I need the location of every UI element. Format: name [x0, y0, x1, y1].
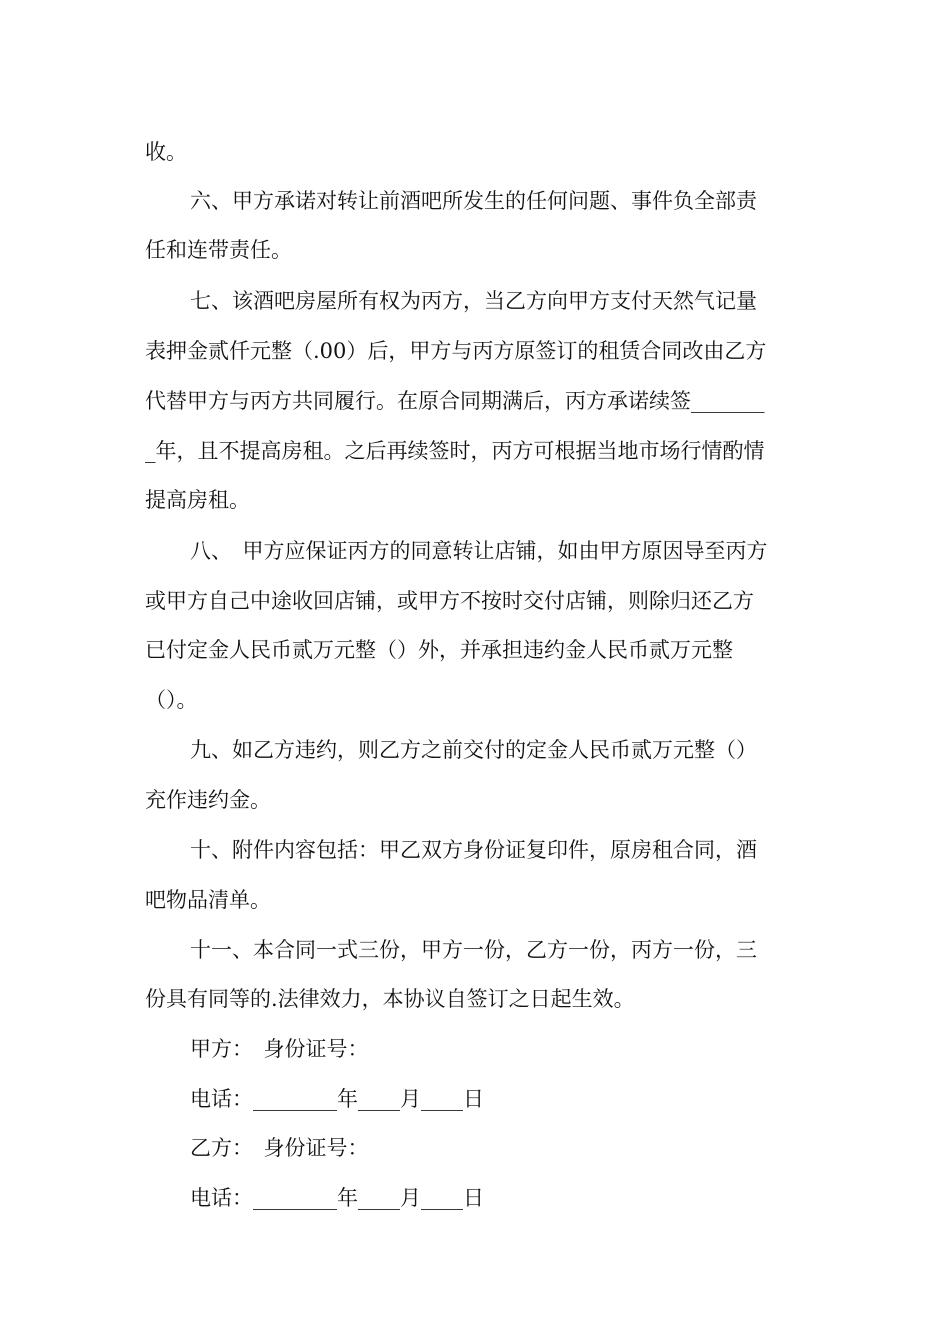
text-line: 或甲方自己中途收回店铺，或甲方不按时交付店铺，则除归还乙方: [145, 589, 754, 613]
text-line: 提高房租。: [145, 488, 250, 512]
signature-line: 电话：________年____月____日: [190, 1186, 484, 1210]
text-line: 十一、本合同一式三份，甲方一份，乙方一份，丙方一份，三: [190, 938, 757, 962]
text-line: 充作违约金。: [145, 788, 271, 812]
signature-line: 乙方： 身份证号：: [190, 1136, 369, 1160]
text-line: （）。: [145, 688, 198, 712]
signature-line: 电话：________年____月____日: [190, 1087, 484, 1111]
text-line: 七、该酒吧房屋所有权为丙方，当乙方向甲方支付天然气记量: [190, 289, 757, 313]
text-line: 收。: [145, 140, 187, 164]
text-line: 吧物品清单。: [145, 888, 271, 912]
text-line: 表押金贰仟元整（.00）后，甲方与丙方原签订的租赁合同改由乙方: [145, 339, 767, 363]
text-line: 份具有同等的.法律效力，本协议自签订之日起生效。: [145, 987, 635, 1011]
text-line: 已付定金人民币贰万元整（）外，并承担违约金人民币贰万元整: [145, 638, 733, 662]
text-line: 十、附件内容包括：甲乙双方身份证复印件，原房租合同，酒: [190, 838, 757, 862]
signature-line: 甲方： 身份证号：: [190, 1037, 369, 1061]
text-line: 六、甲方承诺对转让前酒吧所发生的任何问题、事件负全部责: [190, 189, 757, 213]
text-line: 八、 甲方应保证丙方的同意转让店铺，如由甲方原因导至丙方: [190, 539, 768, 563]
text-line: 九、如乙方违约，则乙方之前交付的定金人民币贰万元整（）: [190, 738, 757, 762]
text-line: 任和连带责任。: [145, 238, 292, 262]
text-line: _年，且不提高房租。之后再续签时，丙方可根据当地市场行情酌情: [145, 439, 765, 463]
text-line: 代替甲方与丙方共同履行。在原合同期满后，丙方承诺续签_______: [145, 389, 765, 413]
